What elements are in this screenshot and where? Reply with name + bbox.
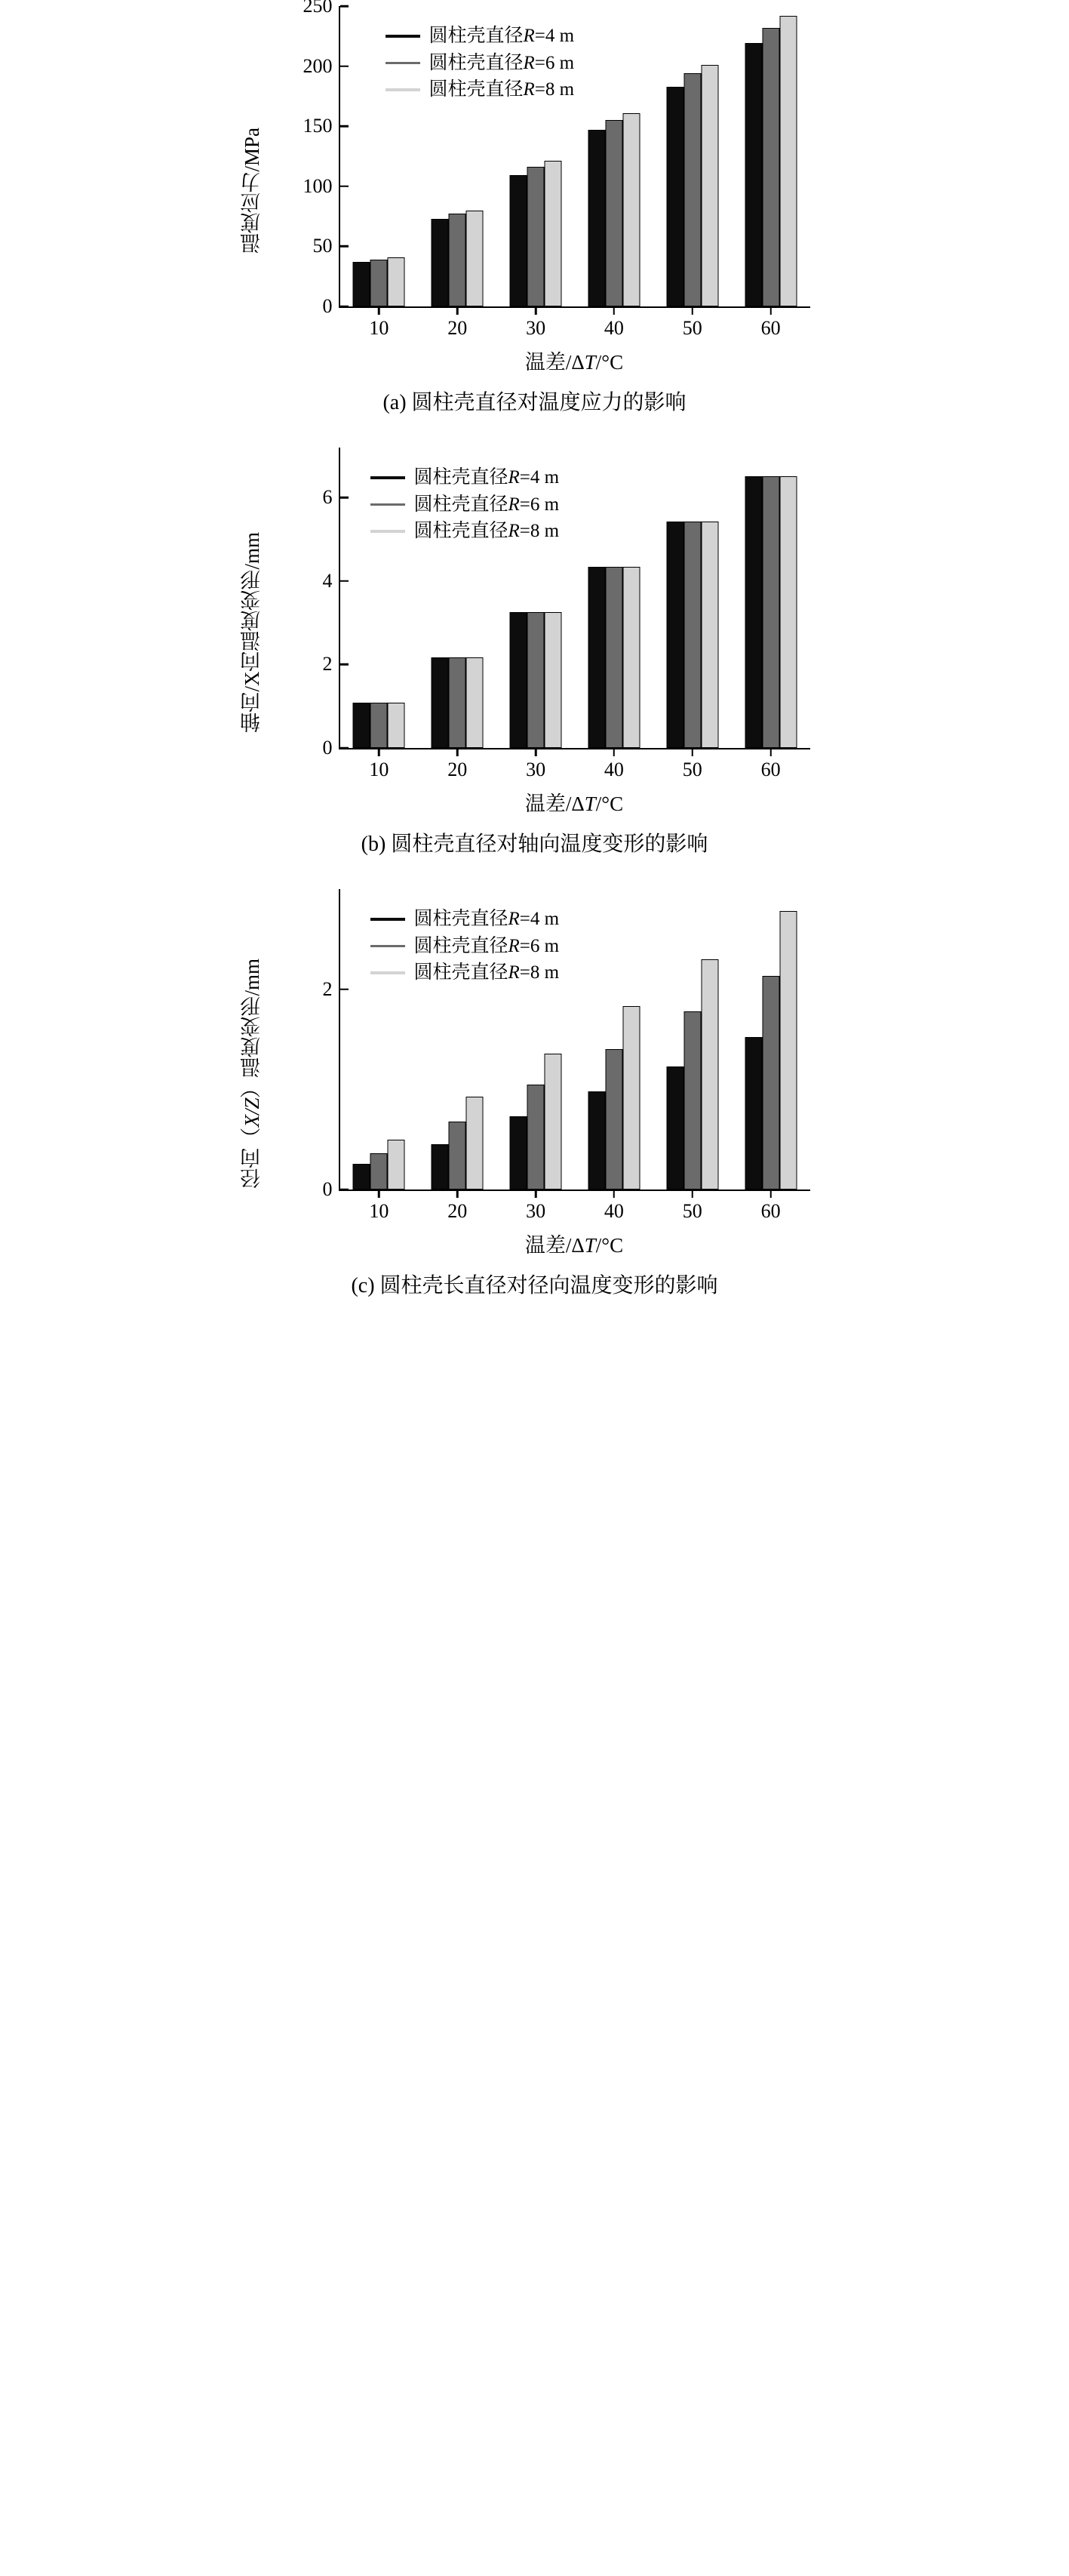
legend-entry	[370, 906, 560, 933]
y-tick-label: 0	[323, 737, 340, 759]
bar	[701, 522, 718, 748]
plot-area-a	[237, 0, 833, 375]
figure-a	[0, 0, 1069, 416]
y-tick-mark	[340, 65, 349, 67]
bar	[466, 1097, 484, 1190]
bar-group	[588, 448, 640, 748]
legend-label: 圆柱壳直径R=4 m	[413, 909, 560, 929]
legend-entry	[370, 518, 560, 545]
bar	[666, 522, 683, 748]
legend-entry	[370, 933, 560, 960]
x-tick-mark	[613, 748, 616, 756]
y-tick-mark	[340, 497, 349, 499]
y-tick-label: 0	[323, 1178, 340, 1201]
bar	[588, 1091, 605, 1190]
x-tick-label: 10	[369, 748, 389, 781]
y-axis-label-a: 温度应力/MPa	[241, 128, 263, 254]
bar	[527, 612, 545, 748]
x-tick-label: 40	[604, 1190, 624, 1223]
y-tick-label: 2	[323, 978, 340, 1001]
bar	[779, 476, 797, 748]
bar	[388, 257, 405, 306]
x-tick-label: 50	[683, 306, 702, 340]
bar	[353, 1164, 370, 1190]
x-tick-label: 60	[761, 748, 781, 781]
legend-entry	[386, 76, 575, 103]
legend-swatch-icon	[370, 476, 405, 479]
x-axis-label-b: 温差/ΔT/°C	[524, 792, 624, 815]
axes-a	[303, 0, 810, 339]
legend-label: 圆柱壳直径R=8 m	[413, 521, 560, 541]
figure-b	[0, 448, 1069, 857]
bar	[588, 130, 605, 306]
bar	[745, 476, 762, 748]
x-tick-label: 20	[447, 1190, 467, 1223]
x-tick-mark	[456, 748, 459, 756]
bar	[683, 522, 701, 748]
y-tick-label: 50	[313, 235, 340, 257]
bar-group	[588, 6, 640, 306]
x-tick-mark	[456, 306, 459, 315]
x-tick-label: 30	[526, 306, 545, 340]
bar	[605, 120, 622, 306]
legend-a	[386, 23, 575, 103]
x-tick-mark	[535, 306, 537, 315]
legend-swatch-icon	[370, 918, 405, 921]
legend-swatch-icon	[386, 62, 420, 65]
legend-swatch-icon	[370, 503, 405, 506]
x-tick-mark	[692, 1190, 694, 1198]
y-axis-label-c: 径向（X/Z）温度变形/mm	[241, 959, 263, 1189]
bar-group	[745, 6, 797, 306]
legend-label: 圆柱壳直径R=8 m	[429, 79, 575, 100]
bar	[779, 16, 797, 306]
bar	[762, 476, 779, 748]
y-tick-mark	[340, 663, 349, 666]
x-tick-mark	[456, 1190, 459, 1198]
x-tick-mark	[378, 306, 380, 315]
legend-swatch-icon	[386, 35, 420, 38]
bar	[388, 703, 405, 748]
y-tick-mark	[340, 988, 349, 990]
x-tick-label: 40	[604, 748, 624, 781]
legend-label: 圆柱壳直径R=6 m	[429, 52, 575, 73]
bar	[666, 1066, 683, 1190]
y-tick-label: 0	[323, 295, 340, 318]
y-tick-label: 4	[323, 570, 340, 592]
y-tick-mark	[340, 186, 349, 188]
x-tick-label: 20	[447, 306, 467, 340]
bar	[622, 113, 640, 306]
legend-entry	[370, 959, 560, 986]
legend-entry	[386, 50, 575, 77]
y-tick-label: 200	[303, 55, 340, 78]
bar	[762, 28, 779, 306]
bar	[353, 262, 370, 306]
bar	[683, 73, 701, 306]
x-tick-mark	[769, 748, 772, 756]
legend-label: 圆柱壳直径R=6 m	[413, 494, 560, 515]
bar-group	[745, 889, 797, 1190]
bar	[432, 1144, 449, 1190]
legend-label: 圆柱壳直径R=4 m	[413, 467, 560, 488]
x-tick-mark	[769, 306, 772, 315]
bar	[370, 1153, 388, 1190]
x-tick-label: 50	[683, 1190, 702, 1223]
y-axis-label-b: 轴向/X向温度变形/mm	[241, 531, 263, 733]
x-axis-label-c: 温差/ΔT/°C	[524, 1234, 624, 1257]
bar	[510, 175, 527, 306]
bar	[510, 612, 527, 748]
bar-group	[666, 889, 718, 1190]
y-tick-mark	[340, 125, 349, 128]
x-tick-label: 50	[683, 748, 702, 781]
x-tick-mark	[692, 748, 694, 756]
x-tick-label: 10	[369, 306, 389, 340]
bar	[545, 1054, 562, 1190]
legend-entry	[386, 23, 575, 50]
x-tick-mark	[613, 1190, 616, 1198]
bar	[370, 260, 388, 306]
bar	[666, 87, 683, 306]
legend-c	[370, 906, 560, 986]
bar	[466, 657, 484, 749]
figure-caption-c: (c) 圆柱壳长直径对径向温度变形的影响	[351, 1274, 718, 1297]
bar-group	[666, 6, 718, 306]
bar	[353, 703, 370, 748]
figure-caption-b: (b) 圆柱壳直径对轴向温度变形的影响	[361, 833, 708, 856]
y-tick-label: 250	[303, 0, 340, 17]
x-tick-mark	[535, 1190, 537, 1198]
legend-swatch-icon	[370, 971, 405, 974]
axes-c	[322, 889, 810, 1222]
bar	[432, 219, 449, 306]
legend-entry	[370, 464, 560, 491]
bar	[622, 567, 640, 748]
bar	[701, 959, 718, 1190]
bar	[605, 567, 622, 748]
bar	[622, 1006, 640, 1190]
bar	[432, 657, 449, 749]
legend-label: 圆柱壳直径R=4 m	[429, 26, 575, 46]
x-tick-label: 20	[447, 748, 467, 781]
plot-area-b	[237, 448, 833, 817]
y-tick-mark	[340, 747, 349, 749]
x-tick-label: 60	[761, 1190, 781, 1223]
figure-caption-a: (a) 圆柱壳直径对温度应力的影响	[382, 391, 687, 414]
bar	[370, 703, 388, 748]
bar	[545, 161, 562, 306]
legend-label: 圆柱壳直径R=6 m	[413, 935, 560, 956]
axes-b	[322, 448, 810, 780]
bar	[527, 1085, 545, 1190]
y-tick-label: 2	[323, 653, 340, 676]
bar	[388, 1140, 405, 1190]
bar	[701, 65, 718, 306]
y-tick-mark	[340, 580, 349, 583]
x-axis-label-a: 温差/ΔT/°C	[524, 351, 624, 374]
y-tick-mark	[340, 306, 349, 308]
bar	[449, 657, 466, 749]
bar-group	[745, 448, 797, 748]
legend-swatch-icon	[386, 88, 420, 91]
bar	[466, 211, 484, 306]
bar	[683, 1011, 701, 1190]
legend-swatch-icon	[370, 530, 405, 533]
y-tick-mark	[340, 1189, 349, 1191]
x-tick-mark	[378, 748, 380, 756]
x-tick-label: 30	[526, 748, 545, 781]
y-tick-mark	[340, 5, 349, 8]
y-tick-label: 100	[303, 175, 340, 198]
legend-entry	[370, 491, 560, 519]
bar-group	[666, 448, 718, 748]
bar	[745, 43, 762, 306]
x-tick-mark	[769, 1190, 772, 1198]
y-tick-label: 6	[323, 486, 340, 509]
bar	[545, 612, 562, 748]
legend-b	[370, 464, 560, 545]
x-tick-label: 60	[761, 306, 781, 340]
legend-label: 圆柱壳直径R=8 m	[413, 962, 560, 983]
bar	[449, 1122, 466, 1190]
legend-swatch-icon	[370, 945, 405, 948]
bar	[510, 1116, 527, 1190]
bar	[588, 567, 605, 748]
bar-group	[588, 889, 640, 1190]
bar	[779, 911, 797, 1190]
x-tick-label: 40	[604, 306, 624, 340]
x-tick-label: 10	[369, 1190, 389, 1223]
x-tick-mark	[535, 748, 537, 756]
y-tick-label: 150	[303, 115, 340, 137]
plot-area-c	[237, 889, 833, 1258]
bar	[605, 1049, 622, 1190]
y-tick-mark	[340, 245, 349, 248]
x-tick-label: 30	[526, 1190, 545, 1223]
figure-c	[0, 889, 1069, 1299]
bar	[449, 214, 466, 306]
bar	[762, 976, 779, 1190]
bar	[527, 167, 545, 306]
x-tick-mark	[692, 306, 694, 315]
x-tick-mark	[613, 306, 616, 315]
x-tick-mark	[378, 1190, 380, 1198]
bar	[745, 1037, 762, 1190]
